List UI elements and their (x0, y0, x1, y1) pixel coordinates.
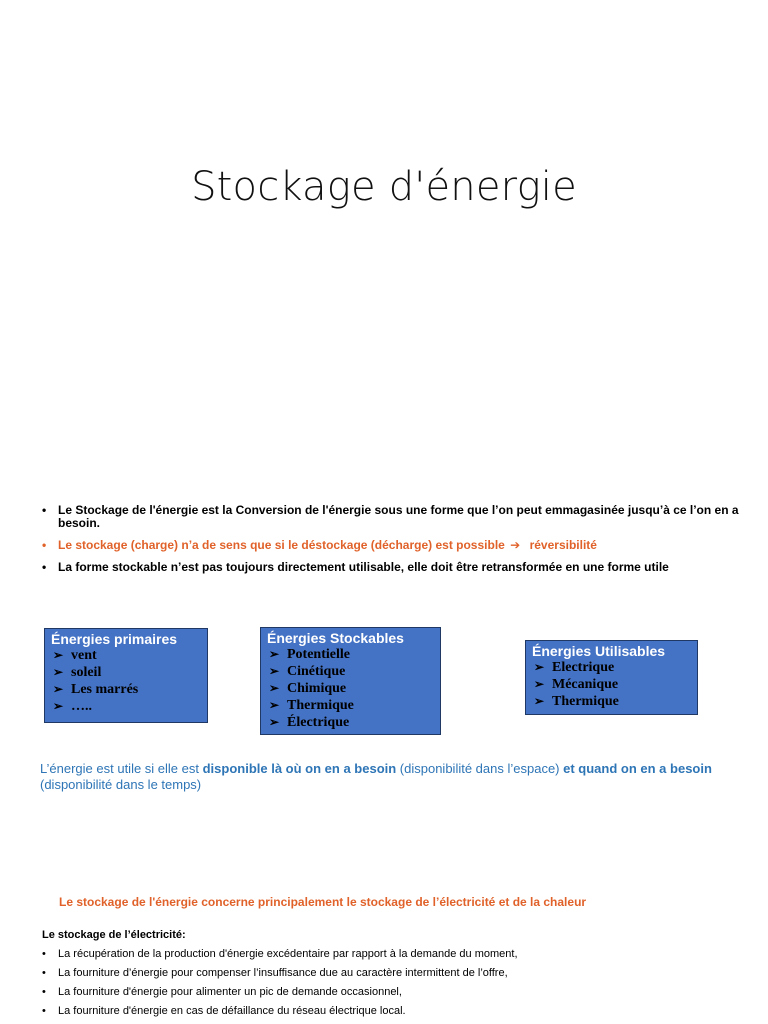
chevron-right-icon: ➢ (534, 677, 545, 691)
list-item (51, 698, 201, 715)
storable-energies-box (260, 627, 441, 735)
list-item-label: vent (71, 648, 97, 663)
electricity-bullet: • La fourniture d’énergie pour compenser l’insuffisance due au caractère intermittent de l’offre, (42, 967, 742, 980)
list-item (267, 646, 434, 663)
chevron-right-icon: ➢ (53, 682, 64, 696)
slide-title: Stockage d'énergie (191, 164, 577, 210)
chevron-right-icon: ➢ (269, 647, 280, 661)
list-item-label: Les marrés (71, 682, 139, 697)
chevron-right-icon: ➢ (269, 681, 280, 695)
text-span: (disponibilité dans l’espace) (396, 761, 564, 776)
list-item-label: Mécanique (552, 677, 619, 692)
emphasis-time: et quand on en a besoin (563, 761, 712, 776)
concern-statement: Le stockage de l'énergie concerne principalement le stockage de l’électricité et de la chaleur (59, 895, 587, 909)
list-item (51, 681, 201, 698)
list-item (267, 697, 434, 714)
intro-bullet-2-text: Le stockage (charge) n’a de sens que si le déstockage (décharge) est possible (58, 538, 505, 552)
list-item-label: soleil (71, 665, 102, 680)
primary-energies-box (44, 628, 208, 723)
box-title: Énergies primaires (51, 631, 178, 647)
usable-energies-box (525, 640, 698, 715)
list-item-label: Électrique (287, 715, 350, 730)
list-item (267, 714, 434, 731)
chevron-right-icon: ➢ (534, 694, 545, 708)
electricity-bullets (42, 948, 742, 1024)
electricity-bullet: • La fourniture d'énergie pour alimenter un pic de demande occasionnel, (42, 986, 742, 999)
list-item-label: Chimique (287, 681, 347, 696)
reversibility-label: réversibilité (529, 538, 597, 552)
list-item (532, 693, 691, 710)
text-span: (disponibilité dans le temps) (40, 777, 202, 792)
chevron-right-icon: ➢ (534, 660, 545, 674)
list-item (51, 664, 201, 681)
electricity-heading: Le stockage de l’électricité: (42, 929, 186, 941)
list-item (51, 647, 201, 664)
electricity-bullet: • La récupération de la production d'énergie excédentaire par rapport à la demande du moment, (42, 948, 742, 961)
right-arrow-icon: ➔ (510, 538, 521, 552)
chevron-right-icon: ➢ (269, 664, 280, 678)
emphasis-space: disponible là où on en a besoin (202, 761, 397, 776)
list-item (532, 676, 691, 693)
text-span: L’énergie est utile si elle est (40, 761, 203, 776)
list-item-label: Potentielle (287, 647, 350, 662)
chevron-right-icon: ➢ (53, 665, 64, 679)
list-item (267, 680, 434, 697)
list-item-label: Cinétique (287, 664, 346, 679)
intro-bullet-1: • Le Stockage de l'énergie est la Conversion de l'énergie sous une forme que l’on peut emmagasinée jusqu’à ce l’on en a besoin. (42, 504, 742, 530)
intro-bullet-2 (42, 539, 742, 552)
intro-bullets (42, 504, 742, 583)
chevron-right-icon: ➢ (269, 698, 280, 712)
box-title: Énergies Utilisables (532, 643, 666, 659)
chevron-right-icon: ➢ (53, 699, 64, 713)
list-item-label: ….. (71, 699, 92, 714)
box-title: Énergies Stockables (267, 630, 404, 646)
list-item (267, 663, 434, 680)
usefulness-paragraph (40, 761, 740, 793)
chevron-right-icon: ➢ (53, 648, 64, 662)
list-item (532, 659, 691, 676)
chevron-right-icon: ➢ (269, 715, 280, 729)
list-item-label: Electrique (552, 660, 615, 675)
intro-bullet-3: • La forme stockable n’est pas toujours directement utilisable, elle doit être retransformée en une forme utile (42, 561, 742, 574)
list-item-label: Thermique (552, 694, 619, 709)
electricity-bullet: • La fourniture d'énergie en cas de défaillance du réseau électrique local. (42, 1005, 742, 1018)
list-item-label: Thermique (287, 698, 354, 713)
